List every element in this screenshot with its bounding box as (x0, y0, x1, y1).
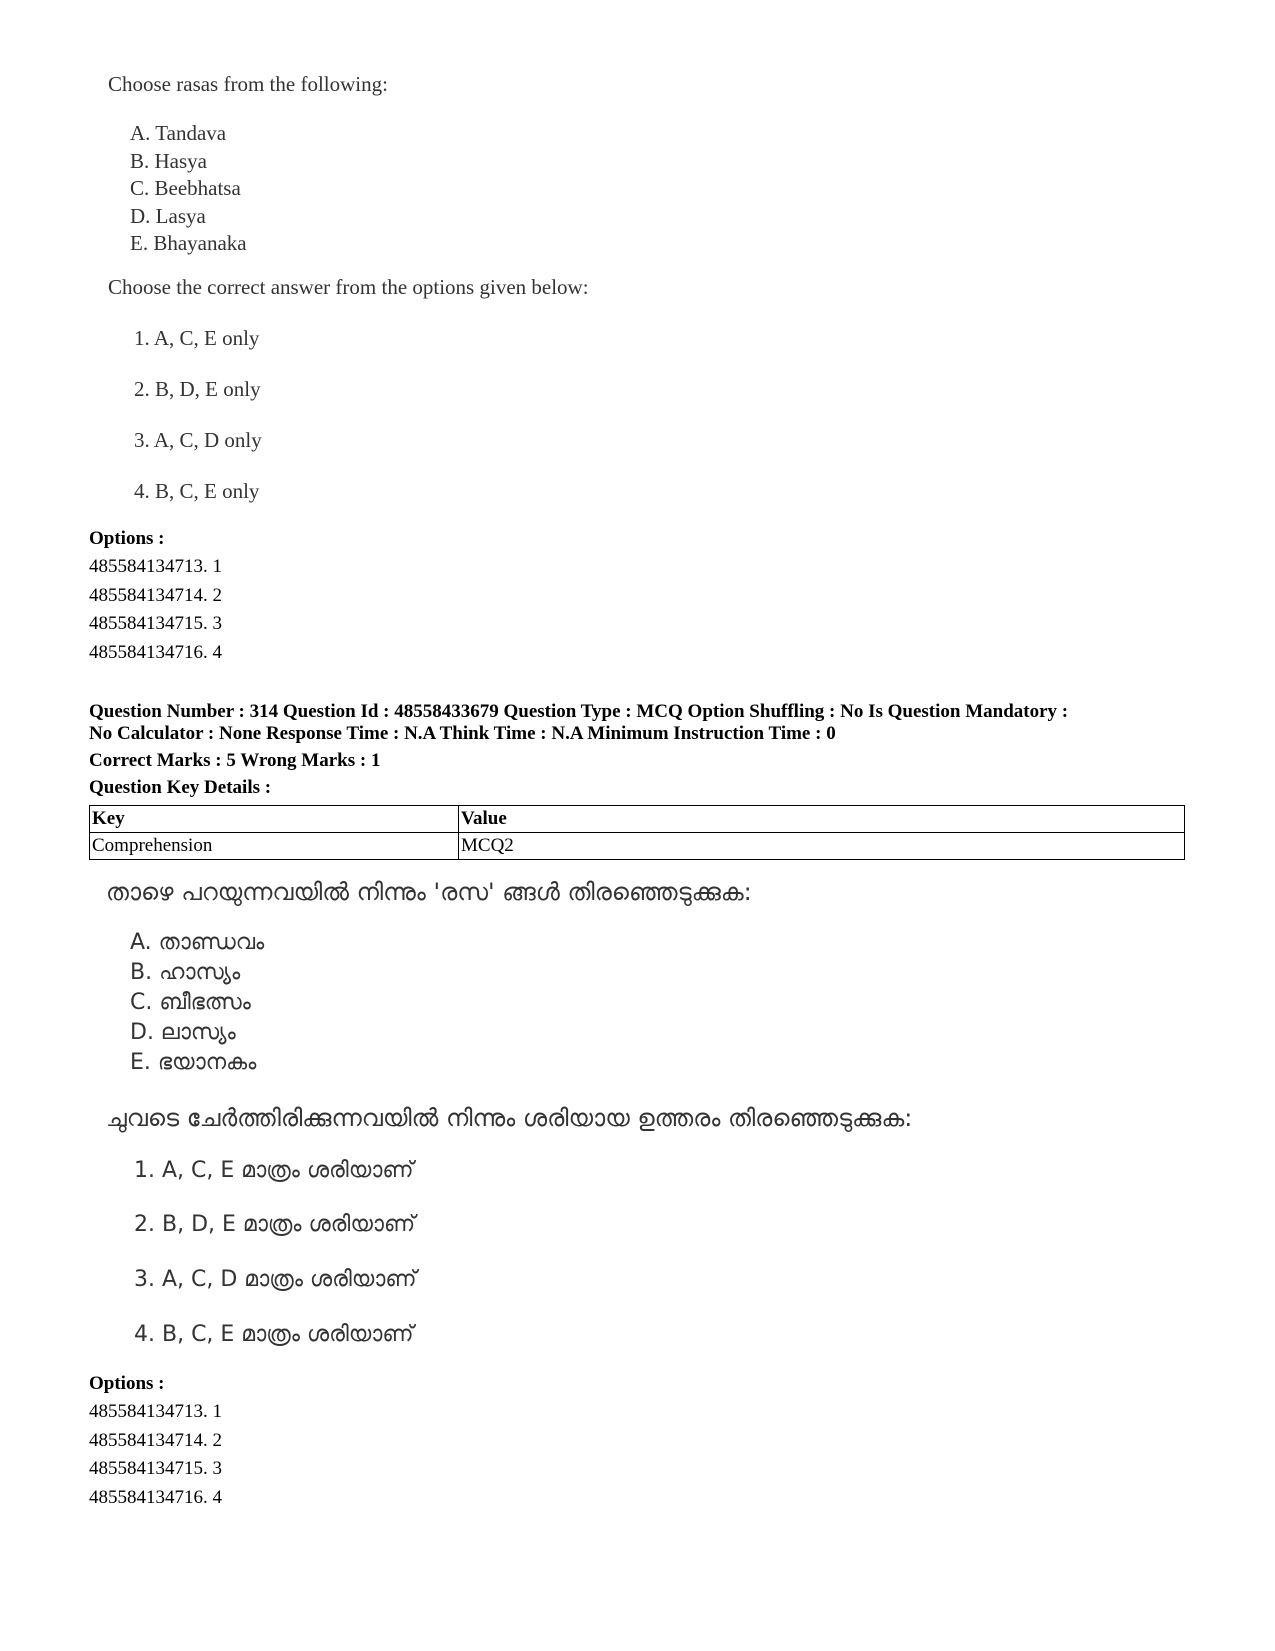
q1-answers (134, 326, 534, 526)
q2-item-c: C. ബീഭത്സം (130, 990, 251, 1015)
q1-items (130, 120, 247, 258)
q2-key-table-header (90, 806, 1185, 833)
q2-item-b: B. ഹാസ്യം (130, 960, 241, 985)
q2-answers (134, 1158, 634, 1358)
q2-meta-line2: No Calculator : None Response Time : N.A Think Time : N.A Minimum Instruction Time : 0 (89, 723, 836, 744)
q2-option-3: 485584134715. 3 (89, 1458, 222, 1480)
q2-marks: Correct Marks : 5 Wrong Marks : 1 (89, 750, 381, 771)
q2-meta-line1: Question Number : 314 Question Id : 48558433679 Question Type : MCQ Option Shuffling : No Is Question Mandatory : (89, 701, 1069, 722)
q2-answer-4: 4. B, C, E മാത്രം ശരിയാണ് (134, 1322, 414, 1347)
q2-option-2: 485584134714. 2 (89, 1429, 222, 1451)
q2-key-details-label: Question Key Details : (89, 777, 272, 798)
q1-answer-1: 1. A, C, E only (134, 326, 260, 350)
q1-answer-4: 4. B, C, E only (134, 479, 260, 503)
q2-key-cell: Comprehension (90, 833, 459, 860)
q1-option-3: 485584134715. 3 (89, 613, 222, 635)
q2-answer-2: 2. B, D, E മാത്രം ശരിയാണ് (134, 1212, 416, 1237)
q1-item-a: A. Tandava (130, 121, 227, 145)
q1-options-label: Options : (89, 528, 165, 549)
q2-option-1: 485584134713. 1 (89, 1401, 222, 1422)
q1-item-e: E. Bhayanaka (130, 231, 247, 255)
q2-value-header: Value (459, 806, 1185, 833)
q1-instruction: Choose the correct answer from the options given below: (108, 275, 589, 299)
q2-answer-3: 3. A, C, D മാത്രം ശരിയാണ് (134, 1267, 417, 1292)
table-row (90, 833, 1185, 860)
q2-meta (89, 701, 1068, 745)
q2-stem: താഴെ പറയുന്നവയിൽ നിന്നും 'രസ' ങ്ങൾ തിരഞ്ഞെടുക്കുക: (106, 878, 752, 906)
q2-answer-1: 1. A, C, E മാത്രം ശരിയാണ് (134, 1158, 414, 1183)
q2-options-label: Options : (89, 1373, 165, 1394)
q1-options (89, 553, 222, 668)
q1-item-b: B. Hasya (130, 148, 207, 173)
q2-options (89, 1398, 222, 1513)
q2-item-a: A. താണ്ഡവം (130, 930, 265, 955)
q2-key-header: Key (90, 806, 459, 833)
q1-answer-2: 2. B, D, E only (134, 377, 261, 401)
q1-answer-3: 3. A, C, D only (134, 428, 262, 452)
q1-stem: Choose rasas from the following: (108, 72, 388, 96)
q2-items (130, 930, 530, 1090)
q2-instruction: ചുവടെ ചേർത്തിരിക്കുന്നവയിൽ നിന്നും ശരിയായ ഉത്തരം തിരഞ്ഞെടുക്കുക: (106, 1104, 913, 1132)
q2-value-cell: MCQ2 (459, 833, 1185, 860)
q1-item-d: D. Lasya (130, 203, 206, 228)
q1-option-2: 485584134714. 2 (89, 584, 222, 606)
q2-key-table (89, 805, 1185, 860)
q2-item-d: D. ലാസ്യം (130, 1020, 236, 1045)
q1-option-4: 485584134716. 4 (89, 642, 222, 664)
q2-item-e: E. ഭയാനകം (130, 1050, 257, 1075)
q1-item-c: C. Beebhatsa (130, 176, 241, 200)
q1-option-1: 485584134713. 1 (89, 556, 222, 577)
q2-option-4: 485584134716. 4 (89, 1487, 222, 1509)
